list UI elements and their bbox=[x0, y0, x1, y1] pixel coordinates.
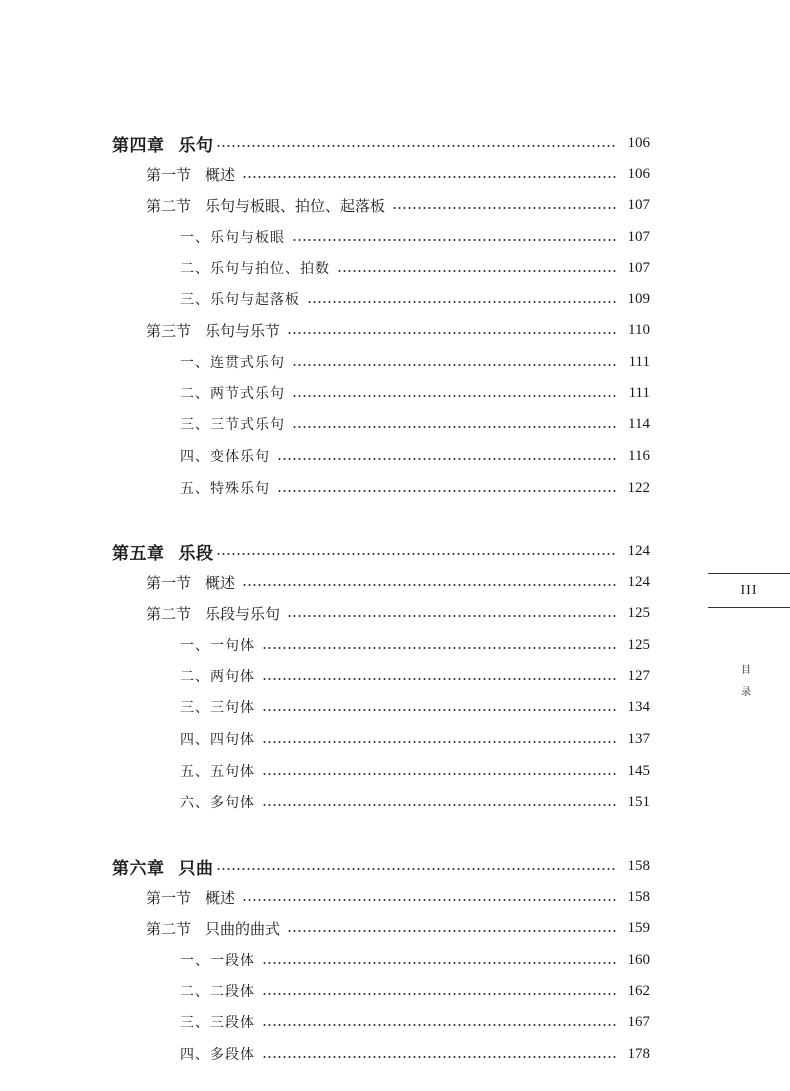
toc-section[interactable] bbox=[146, 162, 650, 186]
toc-section[interactable] bbox=[146, 318, 650, 342]
subsection-title: 二、两句体 bbox=[180, 669, 255, 685]
toc-subsection[interactable] bbox=[180, 790, 650, 814]
section-title: 第一节 概述 bbox=[146, 573, 236, 592]
page-number: 124 bbox=[627, 573, 650, 590]
toc-section[interactable] bbox=[146, 601, 650, 625]
page-number: 158 bbox=[627, 888, 650, 905]
subsection-title: 四、四句体 bbox=[180, 732, 255, 748]
toc-section[interactable] bbox=[146, 916, 650, 940]
subsection-title: 三、三节式乐句 bbox=[180, 417, 285, 433]
page-number: 151 bbox=[627, 793, 650, 810]
toc-section[interactable] bbox=[146, 885, 650, 909]
page-number: 122 bbox=[627, 479, 650, 496]
section-title: 第一节 概述 bbox=[146, 165, 236, 184]
leader-dots bbox=[307, 301, 617, 303]
leader-dots bbox=[262, 678, 617, 680]
toc-subsection[interactable] bbox=[180, 476, 650, 500]
leader-dots bbox=[277, 458, 617, 460]
toc-subsection[interactable] bbox=[180, 381, 650, 405]
toc-subsection[interactable] bbox=[180, 225, 650, 249]
toc-subsection[interactable] bbox=[180, 1042, 650, 1066]
toc-subsection[interactable] bbox=[180, 695, 650, 719]
page-numeral: III bbox=[740, 582, 758, 598]
subsection-title: 一、一句体 bbox=[180, 638, 255, 654]
page-number: 167 bbox=[627, 1013, 650, 1030]
toc-subsection[interactable] bbox=[180, 948, 650, 972]
leader-dots bbox=[292, 364, 617, 366]
page-number: 107 bbox=[627, 228, 650, 245]
leader-dots bbox=[242, 584, 617, 586]
page-number: 114 bbox=[628, 415, 650, 432]
toc-subsection[interactable] bbox=[180, 287, 650, 311]
page-numeral-tab bbox=[708, 573, 790, 608]
running-head-char: 录 bbox=[741, 687, 751, 698]
leader-dots bbox=[262, 804, 617, 806]
leader-dots bbox=[216, 145, 618, 147]
page-number: 124 bbox=[627, 542, 650, 559]
toc-subsection[interactable] bbox=[180, 350, 650, 374]
page-number: 116 bbox=[628, 447, 650, 464]
leader-dots bbox=[242, 899, 617, 901]
page-number: 125 bbox=[627, 636, 650, 653]
leader-dots bbox=[262, 773, 617, 775]
subsection-title: 五、五句体 bbox=[180, 764, 255, 780]
leader-dots bbox=[392, 207, 617, 209]
page-number: 160 bbox=[627, 951, 650, 968]
leader-dots bbox=[287, 615, 617, 617]
leader-dots bbox=[262, 647, 617, 649]
subsection-title: 三、三段体 bbox=[180, 1015, 255, 1031]
subsection-title: 四、多段体 bbox=[180, 1047, 255, 1063]
leader-dots bbox=[292, 395, 617, 397]
page-number: 145 bbox=[627, 762, 650, 779]
leader-dots bbox=[262, 962, 617, 964]
page-number: 107 bbox=[627, 259, 650, 276]
page-number: 106 bbox=[627, 165, 650, 182]
leader-dots bbox=[216, 553, 618, 555]
subsection-title: 六、多句体 bbox=[180, 795, 255, 811]
page-number: 137 bbox=[627, 730, 650, 747]
subsection-title: 一、连贯式乐句 bbox=[180, 355, 285, 371]
toc-chapter-6[interactable] bbox=[112, 854, 650, 878]
chapter-title: 第六章 只曲 bbox=[112, 858, 214, 879]
page-number: 111 bbox=[628, 384, 650, 401]
page-number: 110 bbox=[628, 321, 650, 338]
page-number: 178 bbox=[627, 1045, 650, 1062]
toc-subsection[interactable] bbox=[180, 412, 650, 436]
toc-subsection[interactable] bbox=[180, 256, 650, 280]
leader-dots bbox=[262, 741, 617, 743]
leader-dots bbox=[287, 332, 617, 334]
toc-subsection[interactable] bbox=[180, 1010, 650, 1034]
page-number: 111 bbox=[628, 353, 650, 370]
leader-dots bbox=[337, 270, 617, 272]
page-number: 134 bbox=[627, 698, 650, 715]
toc-section[interactable] bbox=[146, 570, 650, 594]
running-head-char: 目 bbox=[741, 665, 751, 676]
section-title: 第二节 只曲的曲式 bbox=[146, 919, 281, 938]
page-number: 107 bbox=[627, 196, 650, 213]
subsection-title: 五、特殊乐句 bbox=[180, 481, 270, 497]
subsection-title: 一、一段体 bbox=[180, 953, 255, 969]
chapter-title: 第四章 乐句 bbox=[112, 135, 214, 156]
leader-dots bbox=[262, 1024, 617, 1026]
toc-section[interactable] bbox=[146, 193, 650, 217]
toc-subsection[interactable] bbox=[180, 664, 650, 688]
subsection-title: 二、乐句与拍位、拍数 bbox=[180, 261, 330, 277]
subsection-title: 三、乐句与起落板 bbox=[180, 292, 300, 308]
leader-dots bbox=[216, 868, 618, 870]
page-number: 162 bbox=[627, 982, 650, 999]
page-number: 159 bbox=[627, 919, 650, 936]
page-number: 125 bbox=[627, 604, 650, 621]
toc-subsection[interactable] bbox=[180, 759, 650, 783]
leader-dots bbox=[242, 176, 617, 178]
subsection-title: 三、三句体 bbox=[180, 700, 255, 716]
leader-dots bbox=[277, 490, 617, 492]
page-number: 109 bbox=[627, 290, 650, 307]
toc-chapter-4[interactable] bbox=[112, 131, 650, 155]
subsection-title: 四、变体乐句 bbox=[180, 449, 270, 465]
toc-subsection[interactable] bbox=[180, 633, 650, 657]
chapter-title: 第五章 乐段 bbox=[112, 543, 214, 564]
leader-dots bbox=[262, 993, 617, 995]
page-number: 106 bbox=[627, 134, 650, 151]
leader-dots bbox=[287, 930, 617, 932]
toc-subsection[interactable] bbox=[180, 444, 650, 468]
page-number: 127 bbox=[627, 667, 650, 684]
section-title: 第三节 乐句与乐节 bbox=[146, 321, 281, 340]
running-head-label bbox=[739, 660, 753, 704]
section-title: 第一节 概述 bbox=[146, 888, 236, 907]
subsection-title: 二、二段体 bbox=[180, 984, 255, 1000]
leader-dots bbox=[262, 1056, 617, 1058]
section-title: 第二节 乐句与板眼、拍位、起落板 bbox=[146, 196, 386, 215]
toc-subsection[interactable] bbox=[180, 979, 650, 1003]
leader-dots bbox=[262, 709, 617, 711]
leader-dots bbox=[292, 239, 617, 241]
toc-chapter-5[interactable] bbox=[112, 539, 650, 563]
leader-dots bbox=[292, 426, 617, 428]
section-title: 第二节 乐段与乐句 bbox=[146, 604, 281, 623]
subsection-title: 一、乐句与板眼 bbox=[180, 230, 285, 246]
subsection-title: 二、两节式乐句 bbox=[180, 386, 285, 402]
toc-subsection[interactable] bbox=[180, 727, 650, 751]
page-number: 158 bbox=[627, 857, 650, 874]
